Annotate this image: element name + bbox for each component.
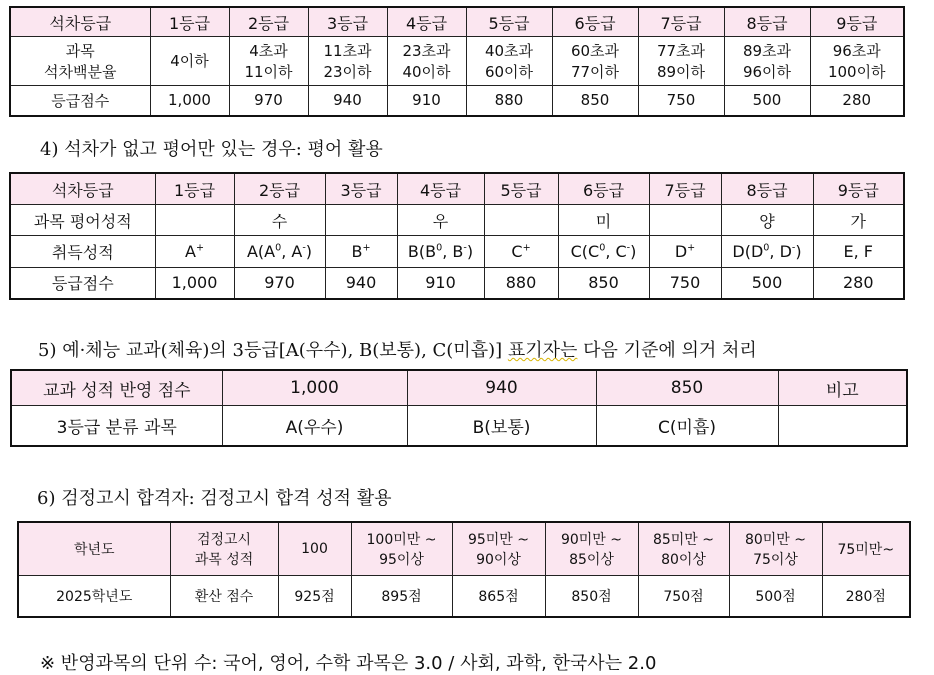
achieve-text: ): [630, 242, 637, 262]
table3-row: [11, 406, 907, 446]
credit-units-note: ※ 반영과목의 단위 수: 국어, 영어, 수학 과목은 3.0 / 사회, 과학, 한국사는 2.0: [40, 653, 657, 674]
table2-score-row: [10, 267, 904, 299]
table2-cell: [813, 236, 904, 267]
table4-header-cell: 80미만 ~ 75이상: [729, 522, 822, 575]
table3-header-cell: 비고: [778, 370, 907, 406]
table4-header-cell: 100: [278, 522, 351, 575]
table1-header-cell: 9등급: [810, 7, 904, 37]
table4-cell: 750점: [638, 575, 729, 617]
table1-header-cell: 8등급: [724, 7, 810, 37]
table1-cell: 96초과 100이하: [810, 37, 904, 85]
table4-cell: 500점: [729, 575, 822, 617]
table2-cell: 미: [558, 205, 649, 236]
section-5-text: 다음 기준에 의거 처리: [577, 340, 757, 361]
table4-header-row: [18, 522, 910, 575]
table2-cell: [155, 205, 234, 236]
section-5-marked-text: 표기자는: [507, 340, 578, 361]
table2-header-row: [10, 173, 904, 205]
table1-header-cell: 1등급: [150, 7, 229, 37]
table2-cell: [558, 236, 649, 267]
table4-header-cell: 90미만 ~ 85이상: [545, 522, 638, 575]
achieve-text: B(B: [407, 242, 437, 262]
table1-score-row: [10, 85, 904, 116]
table1-percentile-row: [10, 37, 904, 85]
table1-header-cell: 3등급: [308, 7, 387, 37]
achieve-text: D: [674, 242, 688, 262]
table2-cell: 910: [397, 267, 484, 299]
achieve-sup: -: [463, 242, 467, 254]
achieve-text: ): [305, 242, 313, 262]
table1-header-cell: 6등급: [552, 7, 638, 37]
achieve-text: ): [466, 242, 474, 262]
table2-row-label: 등급점수: [10, 267, 155, 299]
grade-evaluation-table: [9, 172, 905, 300]
table4-cell: 865점: [452, 575, 545, 617]
achieve-sup: -: [626, 242, 631, 254]
achieve-text: A(A: [246, 242, 276, 262]
table1-cell: 1,000: [150, 85, 229, 116]
table3-header-row: [11, 370, 907, 406]
achieve-text: , A: [281, 242, 303, 262]
table2-header-cell: 9등급: [813, 173, 904, 205]
table4-cell: 895점: [351, 575, 452, 617]
table4-header-cell: 85미만 ~ 80이상: [638, 522, 729, 575]
table2-cell: [484, 236, 558, 267]
table3-header-cell: 교과 성적 반영 점수: [11, 370, 222, 406]
table2-cell: 우: [397, 205, 484, 236]
table3-cell: [778, 406, 907, 446]
table1-header-cell: 5등급: [466, 7, 552, 37]
table4-header-cell: 100미만 ~ 95이상: [351, 522, 452, 575]
achieve-sup: +: [687, 242, 696, 254]
table2-header-cell: 3등급: [325, 173, 397, 205]
table1-header-cell: 석차등급: [10, 7, 150, 37]
table2-cell: 940: [325, 267, 397, 299]
table2-cell: [649, 205, 721, 236]
achieve-sup: 0: [599, 242, 606, 254]
achieve-text: ): [795, 242, 802, 262]
achieve-text: D(D: [732, 242, 764, 262]
achieve-sup: -: [302, 242, 306, 254]
grade-percentile-table: [9, 6, 905, 117]
table1-cell: 280: [810, 85, 904, 116]
ged-table: [17, 521, 911, 618]
table2-cell: [649, 236, 721, 267]
table4-cell: 280점: [822, 575, 910, 617]
table3-header-cell: 940: [407, 370, 596, 406]
achieve-text: A: [185, 242, 196, 262]
achieve-sup: 0: [275, 242, 282, 254]
achieve-sup: 0: [436, 242, 443, 254]
achieve-text: B: [351, 242, 363, 262]
table1-cell: 970: [229, 85, 308, 116]
table4-cell: 2025학년도: [18, 575, 170, 617]
table1-cell: 940: [308, 85, 387, 116]
table2-cell: 750: [649, 267, 721, 299]
table2-cell: 970: [234, 267, 325, 299]
table1-cell: 880: [466, 85, 552, 116]
section-4-heading: 4) 석차가 없고 평어만 있는 경우: 평어 활용: [40, 139, 383, 160]
table2-cell: 880: [484, 267, 558, 299]
table3-header-cell: 850: [596, 370, 778, 406]
table1-cell: 750: [638, 85, 724, 116]
table2-cell: [721, 236, 813, 267]
achieve-sup: -: [791, 242, 796, 254]
table4-header-cell: 95미만 ~ 90이상: [452, 522, 545, 575]
table2-cell: 850: [558, 267, 649, 299]
table4-cell: 환산 점수: [170, 575, 278, 617]
table2-cell: [325, 205, 397, 236]
table2-cell: [155, 236, 234, 267]
table2-header-cell: 1등급: [155, 173, 234, 205]
table1-cell: 60초과 77이하: [552, 37, 638, 85]
table2-cell: 양: [721, 205, 813, 236]
table2-header-cell: 석차등급: [10, 173, 155, 205]
table1-row-label: 과목 석차백분율: [10, 37, 150, 85]
table1-cell: 910: [387, 85, 466, 116]
table2-header-cell: 6등급: [558, 173, 649, 205]
achieve-text: , D: [769, 242, 792, 262]
table2-grade-row: [10, 205, 904, 236]
table4-cell: 925점: [278, 575, 351, 617]
table2-cell: 수: [234, 205, 325, 236]
table2-cell: [325, 236, 397, 267]
table4-cell: 850점: [545, 575, 638, 617]
achieve-text: C(C: [570, 242, 600, 262]
table2-cell: 가: [813, 205, 904, 236]
achieve-text: C: [511, 242, 523, 262]
table4-header-cell: 학년도: [18, 522, 170, 575]
table3-row-label: 3등급 분류 과목: [11, 406, 222, 446]
table3-cell: A(우수): [222, 406, 407, 446]
achieve-text: , C: [605, 242, 627, 262]
table2-achievement-row: [10, 236, 904, 267]
table4-header-cell: 검정고시 과목 성적: [170, 522, 278, 575]
table1-cell: 11초과 23이하: [308, 37, 387, 85]
table2-header-cell: 4등급: [397, 173, 484, 205]
table2-header-cell: 2등급: [234, 173, 325, 205]
table2-header-cell: 7등급: [649, 173, 721, 205]
table2-row-label: 과목 평어성적: [10, 205, 155, 236]
table2-cell: [484, 205, 558, 236]
table2-cell: [397, 236, 484, 267]
table2-header-cell: 5등급: [484, 173, 558, 205]
table1-cell: 77초과 89이하: [638, 37, 724, 85]
table4-row: [18, 575, 910, 617]
table1-cell: 89초과 96이하: [724, 37, 810, 85]
table1-row-label: 등급점수: [10, 85, 150, 116]
table3-cell: C(미흡): [596, 406, 778, 446]
table3-header-cell: 1,000: [222, 370, 407, 406]
achieve-sup: +: [195, 242, 204, 254]
achieve-text: E, F: [843, 242, 873, 262]
section-5-heading: [38, 336, 757, 362]
achieve-sup: +: [362, 242, 371, 254]
table2-row-label: 취득성적: [10, 236, 155, 267]
arts-pe-table: [10, 369, 908, 447]
table1-cell: 850: [552, 85, 638, 116]
section-6-heading: 6) 검정고시 합격자: 검정고시 합격 성적 활용: [37, 488, 392, 509]
table2-cell: 1,000: [155, 267, 234, 299]
table1-header-cell: 4등급: [387, 7, 466, 37]
achieve-text: , B: [442, 242, 464, 262]
achieve-sup: +: [522, 242, 531, 254]
table1-header-row: [10, 7, 904, 37]
table1-cell: 40초과 60이하: [466, 37, 552, 85]
section-5-text: 5) 예·체능 교과(체육)의 3등급[A(우수), B(보통), C(미흡)]: [38, 340, 508, 361]
table1-cell: 23초과 40이하: [387, 37, 466, 85]
table1-cell: 500: [724, 85, 810, 116]
table3-cell: B(보통): [407, 406, 596, 446]
table1-cell: 4초과 11이하: [229, 37, 308, 85]
table2-cell: [234, 236, 325, 267]
table4-header-cell: 75미만~: [822, 522, 910, 575]
table1-cell: 4이하: [150, 37, 229, 85]
table2-cell: 280: [813, 267, 904, 299]
table1-header-cell: 2등급: [229, 7, 308, 37]
table2-cell: 500: [721, 267, 813, 299]
table1-header-cell: 7등급: [638, 7, 724, 37]
achieve-sup: 0: [763, 242, 770, 254]
table2-header-cell: 8등급: [721, 173, 813, 205]
